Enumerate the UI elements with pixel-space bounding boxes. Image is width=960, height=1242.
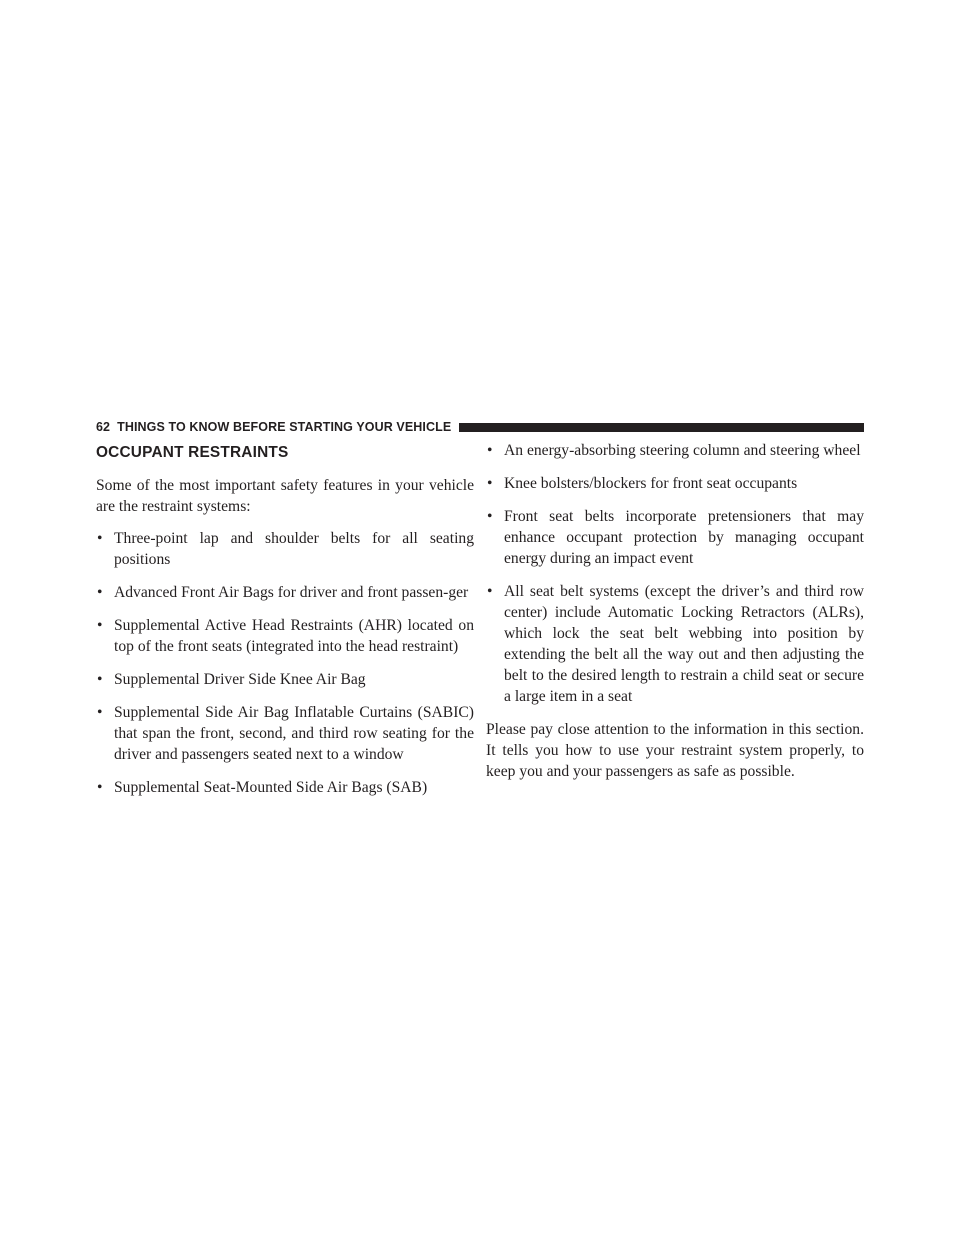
intro-paragraph: Some of the most important safety features in your vehicle are the restraint systems:	[96, 477, 474, 515]
list-item-text: Front seat belts incorporate pretensioners that may enhance occupant protection by managing occupant energy during an impact event	[504, 508, 864, 567]
bullet-icon: •	[97, 671, 103, 688]
list-item	[96, 615, 474, 657]
list-item	[486, 506, 864, 569]
list-item-text: Knee bolsters/blockers for front seat occupants	[504, 475, 798, 492]
bullet-icon: •	[97, 779, 103, 796]
left-column	[96, 440, 474, 810]
bullet-icon: •	[487, 508, 493, 525]
bullet-icon: •	[97, 530, 103, 547]
bullet-icon: •	[487, 583, 493, 600]
bullet-icon: •	[487, 475, 493, 492]
page-number: 62	[96, 420, 111, 434]
restraint-list-left	[96, 528, 474, 798]
list-item-text: Supplemental Active Head Restraints (AHR) located on top of the front seats (integrated into the head restraint)	[114, 617, 474, 655]
page-header	[96, 418, 864, 436]
list-item-text: All seat belt systems (except the driver’s and third row center) include Automatic Locking Retractors (ALRs), which lock the seat belt webbing into position by extending the belt all the way out and then adjusting the belt to the desired length to restrain a child seat or secure a large item in a seat	[504, 583, 864, 705]
section-title: THINGS TO KNOW BEFORE STARTING YOUR VEHICLE	[117, 420, 452, 434]
bullet-icon: •	[487, 442, 493, 459]
list-item	[96, 777, 474, 798]
list-item-text: Advanced Front Air Bags for driver and front passen-ger	[114, 584, 469, 601]
right-column	[486, 440, 864, 793]
list-item	[96, 528, 474, 570]
list-item-text: Supplemental Seat-Mounted Side Air Bags (SAB)	[114, 779, 428, 796]
list-item	[96, 582, 474, 603]
list-item-text: Supplemental Side Air Bag Inflatable Curtains (SABIC) that span the front, second, and third row seating for the driver and passengers seated next to a window	[114, 704, 474, 763]
list-item	[486, 473, 864, 494]
list-item	[486, 440, 864, 461]
list-item-text: Supplemental Driver Side Knee Air Bag	[114, 671, 366, 688]
bullet-icon: •	[97, 704, 103, 721]
list-item	[486, 581, 864, 707]
list-item-text: Three-point lap and shoulder belts for all seating positions	[114, 530, 474, 568]
list-item	[96, 669, 474, 690]
list-item-text: An energy-absorbing steering column and steering wheel	[504, 442, 861, 459]
list-item	[96, 702, 474, 765]
restraint-list-right	[486, 440, 864, 707]
bullet-icon: •	[97, 617, 103, 634]
closing-paragraph: Please pay close attention to the information in this section. It tells you how to use your restraint system properly, to keep you and your passengers as safe as possible.	[486, 721, 864, 780]
header-rule	[459, 423, 864, 432]
section-heading: OCCUPANT RESTRAINTS	[96, 444, 289, 461]
bullet-icon: •	[97, 584, 103, 601]
